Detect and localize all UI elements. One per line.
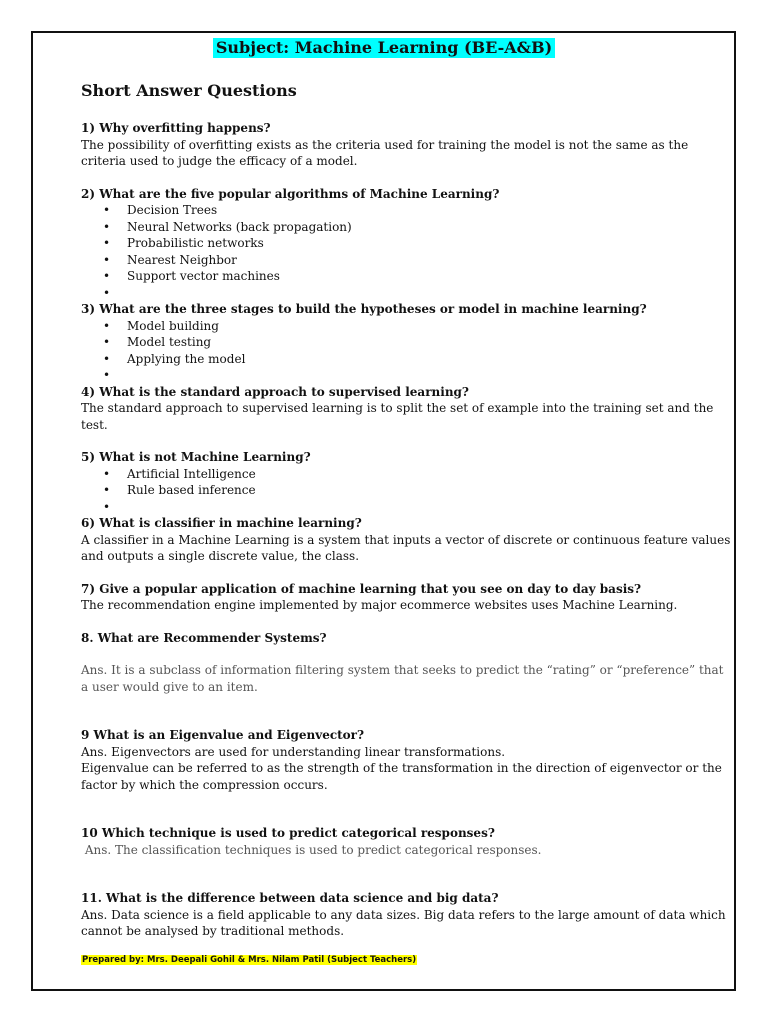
document-title: Subject: Machine Learning (BE-A&B) [213, 38, 555, 58]
answer-text: Ans. Eigenvectors are used for understanding linear transformations. [81, 744, 506, 759]
question-5 [81, 449, 731, 515]
question-text: 9 What is an Eigenvalue and Eigenvector? [81, 728, 365, 742]
question-text: 2) What are the five popular algorithms of Machine Learning? [81, 186, 500, 201]
section-heading: Short Answer Questions [81, 81, 297, 100]
answer-text: Ans. It is a subclass of information filtering system that seeks to predict the “rating” or “preference” that a user would give to an item. [81, 663, 724, 694]
question-4 [81, 384, 731, 434]
question-text: 8. What are Recommender Systems? [81, 630, 327, 645]
question-11 [81, 890, 731, 940]
question-10 [81, 825, 731, 858]
list-item [81, 499, 731, 516]
list-item: • Nearest Neighbor [81, 252, 731, 269]
answer-text: The standard approach to supervised learning is to split the set of example into the training set and the test. [81, 401, 714, 432]
answer-text: The recommendation engine implemented by major ecommerce websites uses Machine Learning. [81, 598, 678, 612]
list-item [81, 367, 731, 384]
question-text: 10 Which technique is used to predict categorical responses? [81, 826, 495, 840]
list-item: • Artificial Intelligence [81, 466, 731, 483]
title-container [0, 38, 768, 58]
answer-text-2: Eigenvalue can be referred to as the strength of the transformation in the direction of eigenvector or the factor by which the compression occurs. [81, 761, 722, 792]
answer-text: Ans. The classification techniques is used to predict categorical responses. [81, 842, 542, 857]
question-text: 4) What is the standard approach to supervised learning? [81, 384, 469, 399]
question-text: 7) Give a popular application of machine learning that you see on day to day basis? [81, 581, 642, 596]
question-text: 1) Why overfitting happens? [81, 121, 271, 135]
question-6 [81, 515, 731, 565]
question-text: 3) What are the three stages to build the hypotheses or model in machine learning? [81, 302, 647, 316]
answer-text: A classifier in a Machine Learning is a system that inputs a vector of discrete or continuous feature values and outputs a single discrete value, the class. [81, 532, 731, 563]
question-text: 11. What is the difference between data science and big data? [81, 891, 499, 905]
footer-credit: Prepared by: Mrs. Deepali Gohil & Mrs. Nilam Patil (Subject Teachers) [82, 955, 417, 965]
question-text: 6) What is classifier in machine learning? [81, 516, 362, 530]
list-item: • Probabilistic networks [81, 235, 731, 252]
question-1 [81, 120, 731, 170]
list-item: • Model building [81, 318, 731, 335]
bullet-list [81, 202, 731, 301]
question-9 [81, 727, 731, 793]
list-item: • Rule based inference [81, 482, 731, 499]
qa-content [81, 120, 731, 940]
question-3 [81, 301, 731, 384]
footer-container [81, 947, 417, 966]
question-text: 5) What is not Machine Learning? [81, 450, 311, 464]
answer-text: Ans. Data science is a field applicable to any data sizes. Big data refers to the large amount of data which cannot be analysed by traditional methods. [81, 907, 726, 938]
list-item: • Decision Trees [81, 202, 731, 219]
bullet-list [81, 466, 731, 516]
list-item [81, 285, 731, 302]
question-2 [81, 186, 731, 302]
question-8 [81, 630, 731, 696]
list-item: • Model testing [81, 334, 731, 351]
list-item: • Support vector machines [81, 268, 731, 285]
answer-text: The possibility of overfitting exists as the criteria used for training the model is not the same as the criteria used to judge the efficacy of a model. [81, 137, 689, 168]
list-item: • Applying the model [81, 351, 731, 368]
list-item: • Neural Networks (back propagation) [81, 219, 731, 236]
bullet-list [81, 318, 731, 384]
question-7 [81, 581, 731, 614]
